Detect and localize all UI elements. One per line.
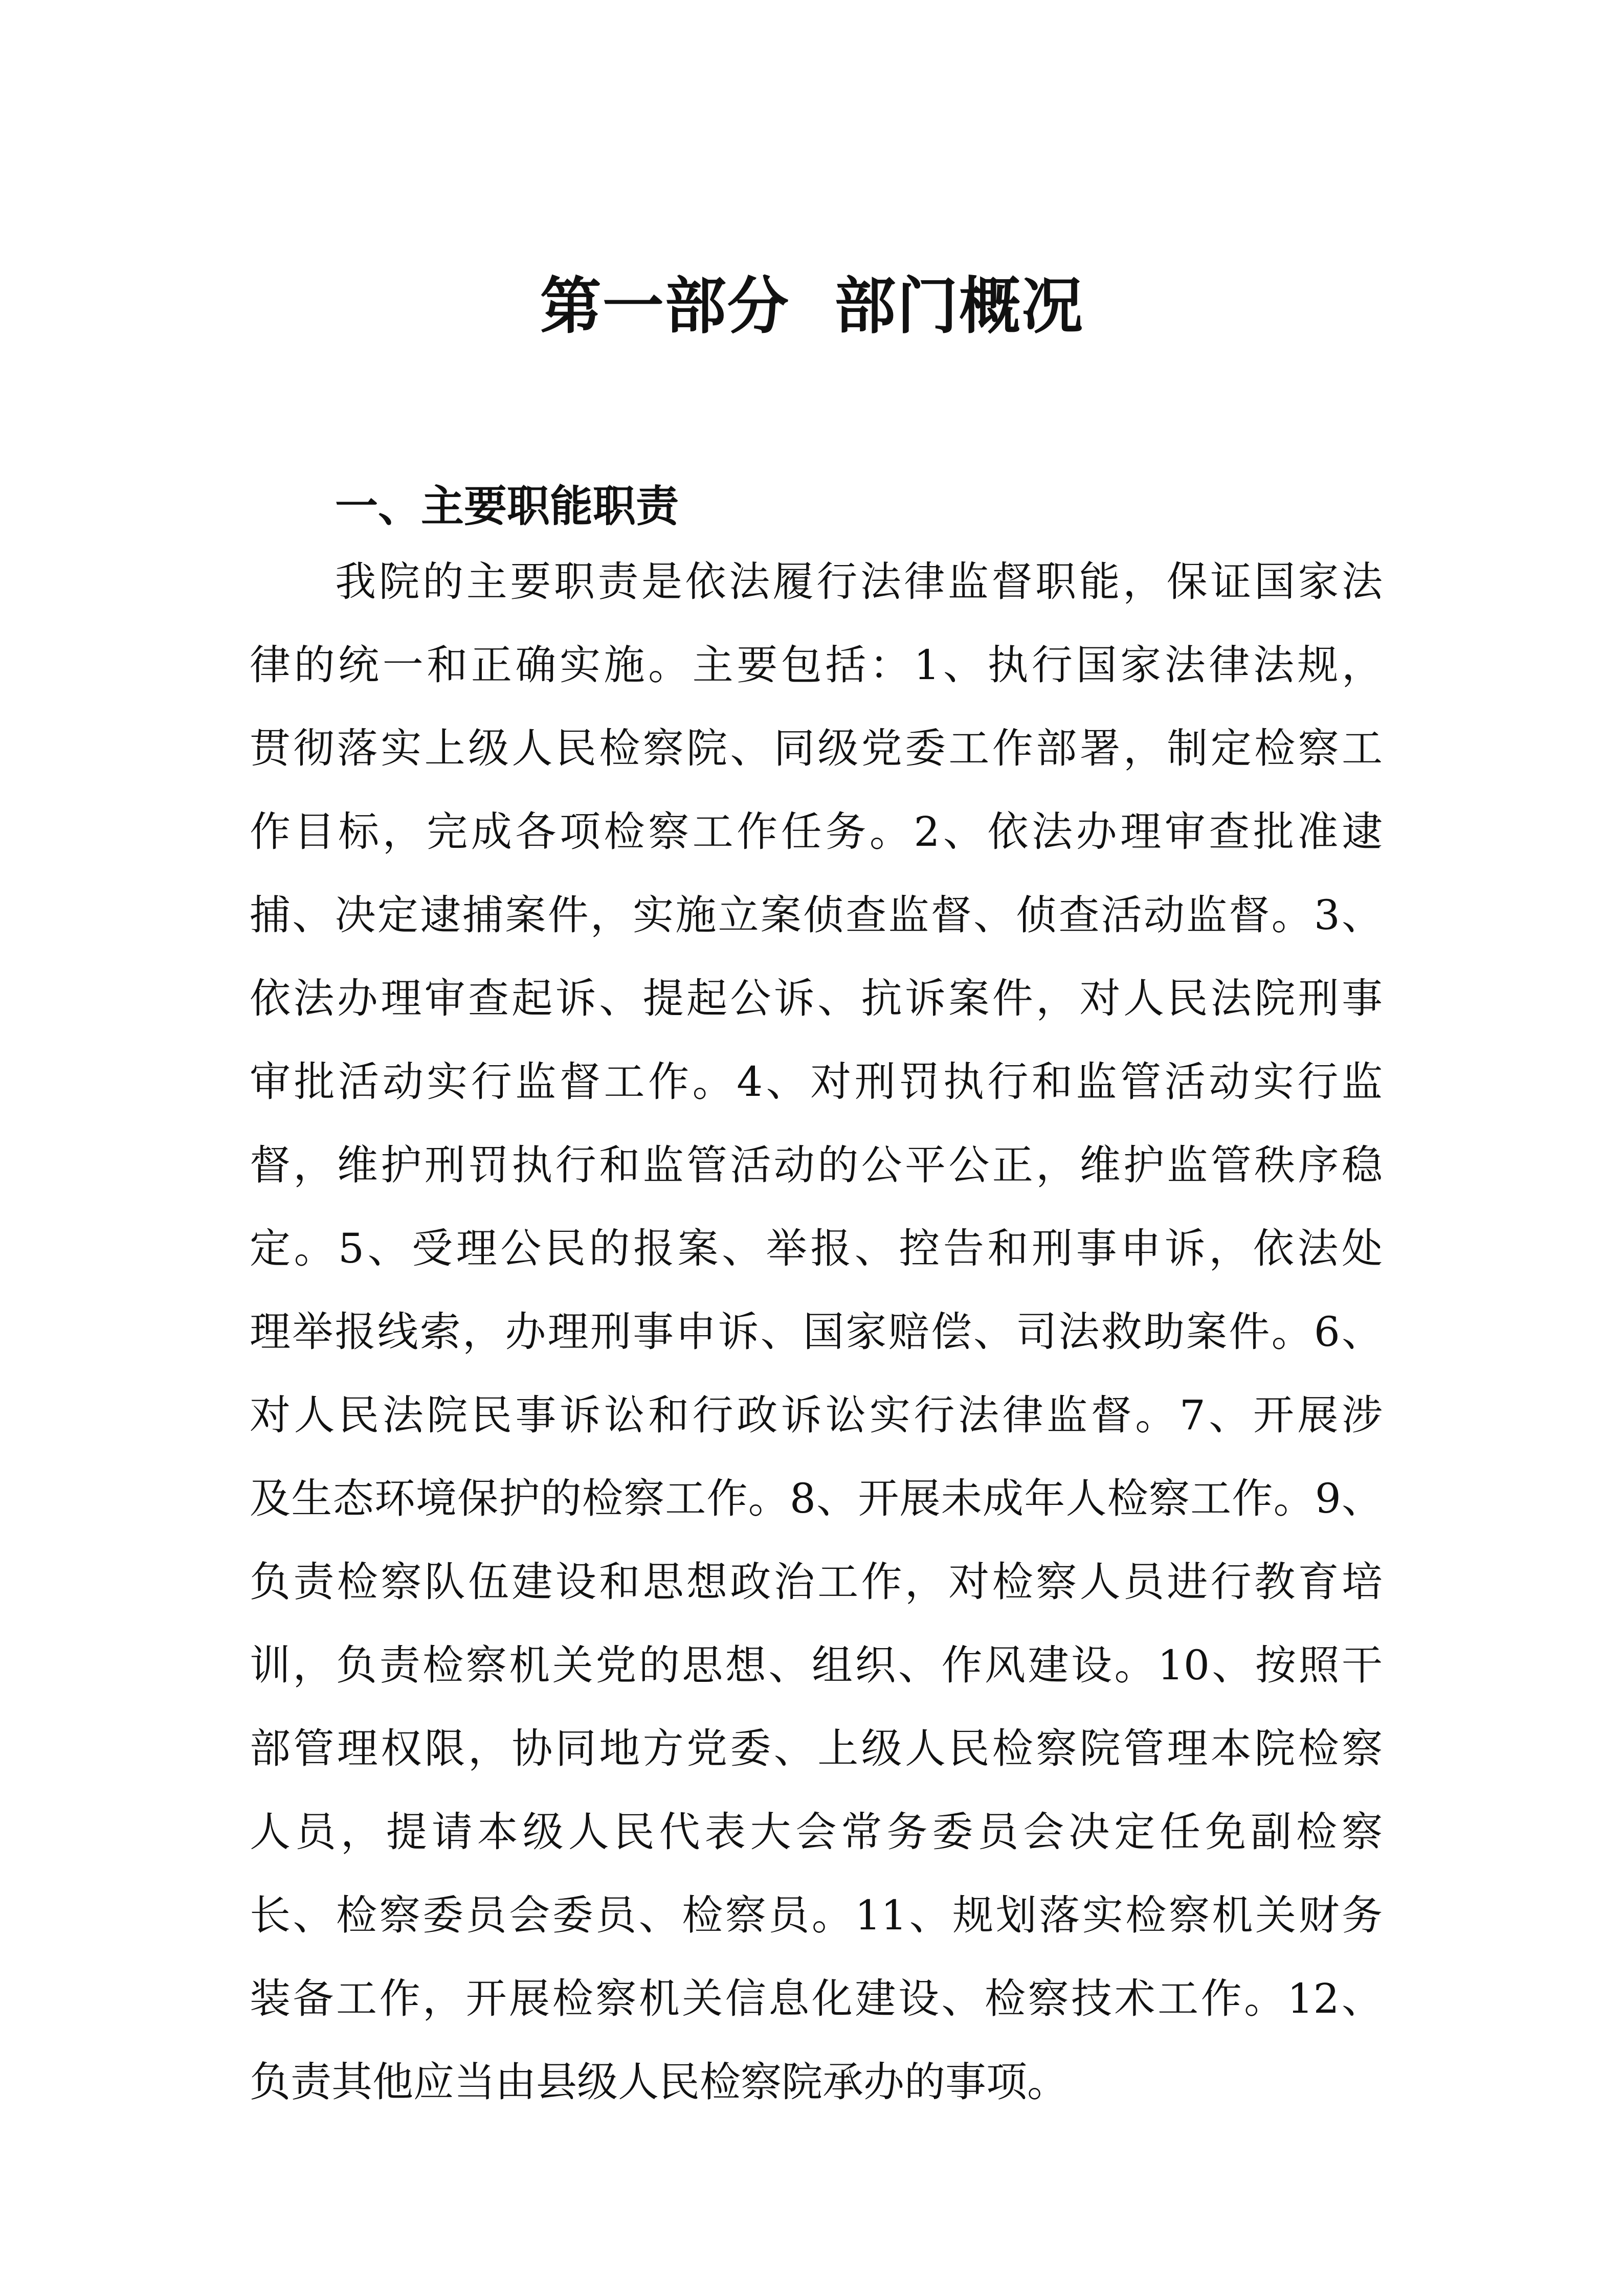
paragraph-line: 依法办理审查起诉、提起公诉、抗诉案件，对人民法院刑事: [250, 975, 1383, 1022]
paragraph-line: 理举报线索，办理刑事申诉、国家赔偿、司法救助案件。6、: [250, 1308, 1383, 1356]
paragraph-line: 我院的主要职责是依法履行法律监督职能，保证国家法: [335, 558, 1383, 605]
section-heading: 一、主要职能职责: [335, 481, 679, 531]
paragraph-line: 人员，提请本级人民代表大会常务委员会决定任免副检察: [250, 1808, 1383, 1856]
paragraph-line: 捕、决定逮捕案件，实施立案侦查监督、侦查活动监督。3、: [250, 891, 1383, 939]
paragraph-line: 作目标，完成各项检察工作任务。2、依法办理审查批准逮: [250, 808, 1383, 856]
paragraph-line: 负责检察队伍建设和思想政治工作，对检察人员进行教育培: [250, 1558, 1383, 1606]
paragraph-line: 督，维护刑罚执行和监管活动的公平公正，维护监管秩序稳: [250, 1141, 1383, 1189]
paragraph-line: 律的统一和正确实施。主要包括：1、执行国家法律法规，: [250, 641, 1383, 689]
paragraph-line: 部管理权限，协同地方党委、上级人民检察院管理本院检察: [250, 1725, 1383, 1772]
paragraph-line: 定。5、受理公民的报案、举报、控告和刑事申诉，依法处: [250, 1225, 1383, 1272]
paragraph-line: 对人民法院民事诉讼和行政诉讼实行法律监督。7、开展涉: [250, 1391, 1383, 1439]
paragraph-line: 负责其他应当由县级人民检察院承办的事项。: [250, 2058, 1068, 2106]
paragraph-line: 训，负责检察机关党的思想、组织、作风建设。10、按照干: [250, 1641, 1383, 1689]
document-title: 第一部分 部门概况: [540, 271, 1084, 342]
paragraph-line: 审批活动实行监督工作。4、对刑罚执行和监管活动实行监: [250, 1058, 1383, 1106]
paragraph-line: 贯彻落实上级人民检察院、同级党委工作部署，制定检察工: [250, 725, 1383, 772]
paragraph-line: 及生态环境保护的检察工作。8、开展未成年人检察工作。9、: [250, 1475, 1383, 1522]
paragraph-line: 装备工作，开展检察机关信息化建设、检察技术工作。12、: [250, 1975, 1383, 2022]
paragraph-line: 长、检察委员会委员、检察员。11、规划落实检察机关财务: [250, 1892, 1383, 1939]
